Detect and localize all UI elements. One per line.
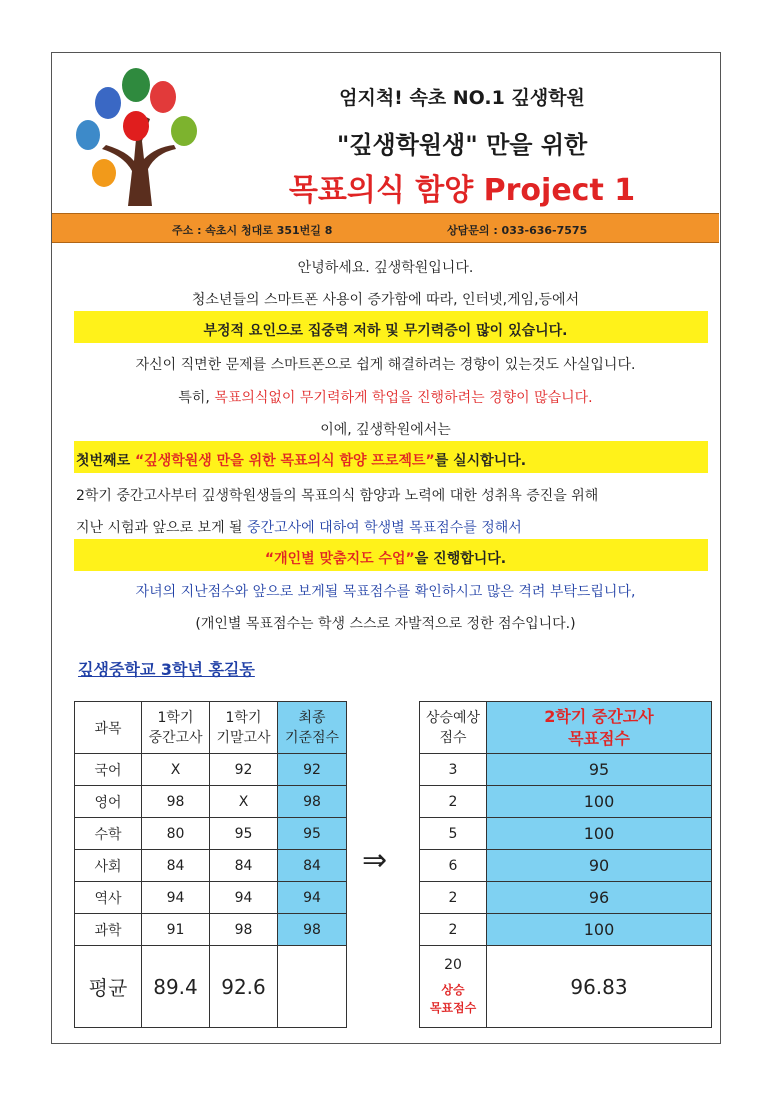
flyer xyxy=(51,52,721,1044)
rise-cell: 5 xyxy=(420,818,487,850)
cell: 98 xyxy=(142,786,210,818)
contact-bar xyxy=(52,213,719,243)
cell: 80 xyxy=(142,818,210,850)
cell: 84 xyxy=(278,850,347,882)
header-title: 목표의식 함양 Project 1 xyxy=(288,173,636,208)
table-row xyxy=(75,914,347,946)
header-final: 1학기 기말고사 xyxy=(210,702,278,754)
header-rise: 상승예상 점수 xyxy=(420,702,487,754)
target-cell: 90 xyxy=(487,850,712,882)
cell: 사회 xyxy=(75,850,142,882)
rise-cell: 2 xyxy=(420,914,487,946)
target-row xyxy=(420,754,712,786)
paragraph-11: 자녀의 지난점수와 앞으로 보게될 목표점수를 확인하시고 많은 격려 부탁드립니다, xyxy=(135,584,636,600)
average-final: 92.6 xyxy=(210,946,278,1028)
target-row xyxy=(420,818,712,850)
paragraph-8: 2학기 중간고사부터 깊생학원생들의 목표의식 함양과 노력에 대한 성취욕 증진을 위해 xyxy=(76,488,599,504)
phone: 상담문의 : 033-636-7575 xyxy=(447,224,588,237)
paragraph-7 xyxy=(76,450,526,470)
paragraph-4: 자신이 직면한 문제를 스마트폰으로 쉽게 해결하려는 경향이 있는것도 사실입니다. xyxy=(135,357,636,373)
header-target: 2학기 중간고사 목표점수 xyxy=(487,702,712,754)
paragraph-10 xyxy=(52,548,719,568)
rise-cell: 6 xyxy=(420,850,487,882)
cell: 91 xyxy=(142,914,210,946)
target-row xyxy=(420,914,712,946)
greeting: 안녕하세요. 깊생학원입니다. xyxy=(297,260,474,276)
target-cell: 100 xyxy=(487,914,712,946)
cell: 과학 xyxy=(75,914,142,946)
p10-b: 을 진행합니다. xyxy=(414,551,507,567)
cell: X xyxy=(210,786,278,818)
table-row xyxy=(75,850,347,882)
target-cell: 96 xyxy=(487,882,712,914)
rise-cell: 2 xyxy=(420,882,487,914)
cell: X xyxy=(142,754,210,786)
target-cell: 95 xyxy=(487,754,712,786)
target-row xyxy=(420,850,712,882)
header-subject: 과목 xyxy=(75,702,142,754)
cell: 영어 xyxy=(75,786,142,818)
cell: 94 xyxy=(210,882,278,914)
average-empty xyxy=(278,946,347,1028)
p7-c: 를 실시합니다. xyxy=(434,453,527,469)
p7-a: 첫번째로 xyxy=(76,453,135,469)
header-line1: 엄지척! 속초 NO.1 깊생학원 xyxy=(339,87,585,109)
tree-logo xyxy=(66,61,206,206)
paragraph-6: 이에, 깊생학원에서는 xyxy=(320,422,451,438)
cell: 94 xyxy=(278,882,347,914)
header-base: 최종 기준점수 xyxy=(278,702,347,754)
p7-b: “깊생학원생 만을 위한 목표의식 함양 프로젝트” xyxy=(134,453,435,469)
target-total-row xyxy=(420,946,712,1028)
target-row xyxy=(420,882,712,914)
student-name: 깊생중학교 3학년 홍길동 xyxy=(78,660,255,679)
average-label: 평균 xyxy=(75,946,142,1028)
paragraph-2: 청소년들의 스마트폰 사용이 증가함에 따라, 인터넷,게임,등에서 xyxy=(191,292,580,308)
address: 주소 : 속초시 청대로 351번길 8 xyxy=(172,224,333,237)
arrow-icon: ⇒ xyxy=(362,843,388,878)
cell: 국어 xyxy=(75,754,142,786)
score-table xyxy=(74,701,347,1028)
cell: 95 xyxy=(278,818,347,850)
header-midterm: 1학기 중간고사 xyxy=(142,702,210,754)
p5-prefix: 특히, xyxy=(178,390,215,406)
p9-a: 지난 시험과 앞으로 보게 될 xyxy=(76,520,248,536)
cell: 95 xyxy=(210,818,278,850)
cell: 98 xyxy=(210,914,278,946)
target-cell: 100 xyxy=(487,786,712,818)
table-row xyxy=(75,818,347,850)
average-midterm: 89.4 xyxy=(142,946,210,1028)
cell: 98 xyxy=(278,786,347,818)
cell: 92 xyxy=(278,754,347,786)
total-rise-cell xyxy=(420,946,487,1028)
table-header-row xyxy=(75,702,347,754)
table-row xyxy=(75,786,347,818)
target-row xyxy=(420,786,712,818)
cell: 84 xyxy=(142,850,210,882)
cell: 84 xyxy=(210,850,278,882)
target-cell: 100 xyxy=(487,818,712,850)
p10-a: “개인별 맞춤지도 수업” xyxy=(264,551,415,567)
average-row xyxy=(75,946,347,1028)
paragraph-5 xyxy=(52,387,719,407)
paragraph-9 xyxy=(76,517,522,537)
table-row xyxy=(75,882,347,914)
cell: 역사 xyxy=(75,882,142,914)
rise-cell: 2 xyxy=(420,786,487,818)
total-rise: 20 xyxy=(444,956,462,973)
target-table xyxy=(419,701,712,1028)
table-row xyxy=(75,754,347,786)
header-line2: "깊생학원생" 만을 위한 xyxy=(336,131,588,159)
cell: 98 xyxy=(278,914,347,946)
total-label: 상승 목표점수 xyxy=(429,982,477,1015)
paragraph-3: 부정적 요인으로 집중력 저하 및 무기력증이 많이 있습니다. xyxy=(203,323,568,339)
cell: 92 xyxy=(210,754,278,786)
average-target: 96.83 xyxy=(487,946,712,1028)
p9-b: 중간고사에 대하여 학생별 목표점수를 정해서 xyxy=(247,520,522,536)
cell: 94 xyxy=(142,882,210,914)
cell: 수학 xyxy=(75,818,142,850)
rise-cell: 3 xyxy=(420,754,487,786)
p5-emphasis: 목표의식없이 무기력하게 학업을 진행하려는 경향이 많습니다. xyxy=(214,390,593,406)
paragraph-12: (개인별 목표점수는 학생 스스로 자발적으로 정한 점수입니다.) xyxy=(195,616,576,632)
target-header-row xyxy=(420,702,712,754)
